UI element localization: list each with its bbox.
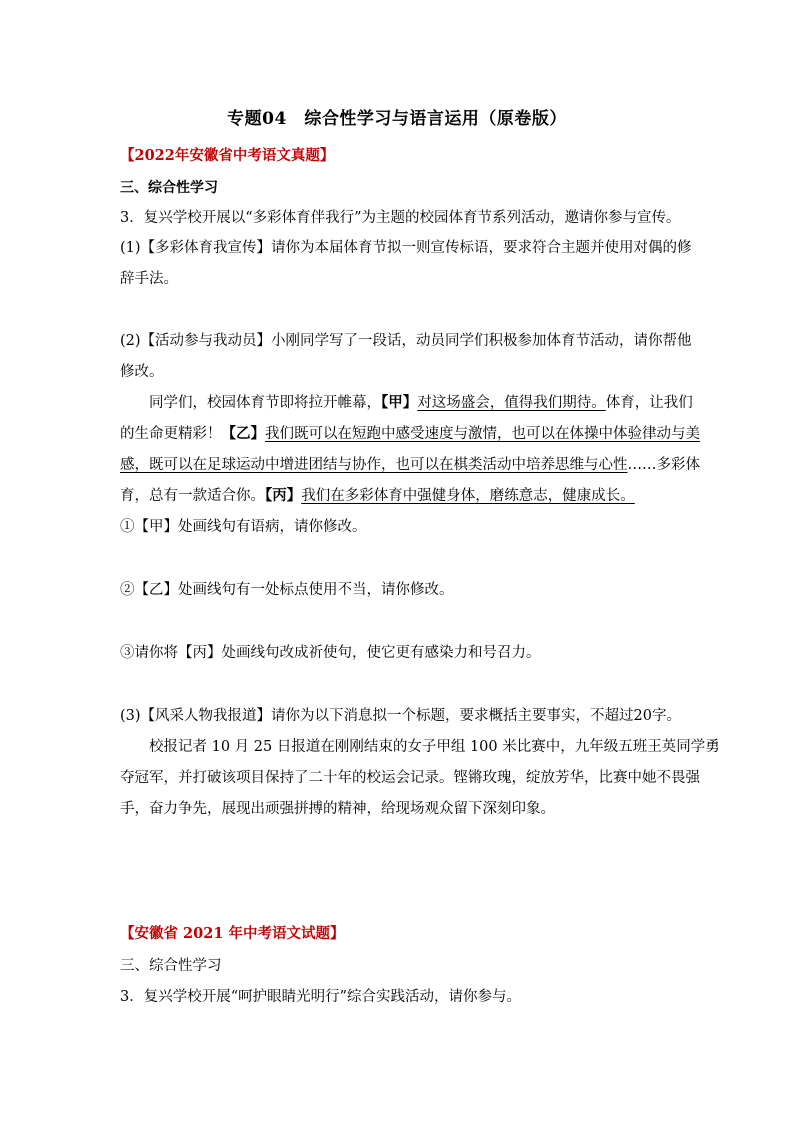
passage-tag-yi: 【乙】 bbox=[221, 425, 265, 442]
news-line-3: 手，奋力争先，展现出顽强拼搏的精神，给现场观众留下深刻印象。 bbox=[120, 801, 555, 817]
news-line-2: 夺冠军，并打破该项目保持了二十年的校运会记录。铿锵玫瑰，绽放芳华，比赛中她不畏强 bbox=[120, 770, 700, 786]
underlined-sentence-jia: 对这场盛会，值得我们期待。 bbox=[417, 395, 606, 411]
part-heading-2022: 三、综合性学习 bbox=[120, 180, 218, 196]
question-3-2021: 3．复兴学校开展“呵护眼睛光明行”综合实践活动，请你参与。 bbox=[120, 989, 522, 1005]
underlined-sentence-yi: 我们既可以在短跑中感受速度与激情，也可以在体操中体验律动与美 bbox=[265, 426, 700, 442]
passage-tag-bing: 【丙】 bbox=[265, 487, 302, 504]
underlined-sentence-yi-cont: 感，既可以在足球运动中增进团结与协作，也可以在棋类活动中培养思维与心性 bbox=[120, 457, 628, 473]
sub-question-3: ③请你将【丙】处画线句改成祈使句，使它更有感染力和号召力。 bbox=[120, 645, 541, 661]
page-title: 专题04 综合性学习与语言运用（原卷版） bbox=[227, 109, 567, 129]
question-3-1-line2: 辞手法。 bbox=[120, 271, 178, 287]
sub-question-1: ①【甲】处画线句有语病，请你修改。 bbox=[120, 519, 367, 535]
part-heading-2021: 三、综合性学习 bbox=[120, 958, 222, 974]
news-line-1: 校报记者 10 月 25 日报道在刚刚结束的女子甲组 100 米比赛中，九年级五班王英同学勇 bbox=[149, 739, 720, 755]
underlined-sentence-bing: 我们在多彩体育中强健身体，磨练意志，健康成长。 bbox=[301, 488, 635, 504]
passage-line-2 bbox=[120, 424, 700, 444]
question-3-2-line2: 修改。 bbox=[120, 364, 164, 380]
passage-line-1 bbox=[120, 393, 709, 413]
passage-text: 的生命更精彩！ bbox=[120, 426, 222, 442]
question-3-3: (3)【风采人物我报道】请你为以下消息拟一个标题，要求概括主要事实，不超过20字。 bbox=[120, 708, 681, 724]
passage-text: ……多彩体 bbox=[627, 457, 700, 473]
section-header-2022: 【2022年安徽省中考语文真题】 bbox=[120, 147, 335, 164]
passage-text: 体育，让我们 bbox=[605, 395, 693, 411]
question-3-1-line1: (1)【多彩体育我宣传】请你为本届体育节拟一则宣传标语，要求符合主题并使用对偶的修 bbox=[120, 240, 692, 256]
sub-question-2: ②【乙】处画线句有一处标点使用不当，请你修改。 bbox=[120, 582, 454, 598]
section-header-2021: 【安徽省 2021 年中考语文试题】 bbox=[120, 925, 345, 942]
passage-tag-jia: 【甲】 bbox=[381, 394, 418, 411]
question-3-2022: 3．复兴学校开展以“多彩体育伴我行”为主题的校园体育节系列活动，邀请你参与宣传。 bbox=[120, 210, 681, 226]
passage-line-3 bbox=[120, 455, 700, 475]
passage-text: 育，总有一款适合你。 bbox=[120, 488, 265, 504]
question-3-2-line1: (2)【活动参与我动员】小刚同学写了一段话，动员同学们积极参加体育节活动，请你帮他 bbox=[120, 333, 692, 349]
passage-line-4 bbox=[120, 486, 680, 506]
passage-text: 同学们，校园体育节即将拉开帷幕， bbox=[149, 395, 381, 411]
